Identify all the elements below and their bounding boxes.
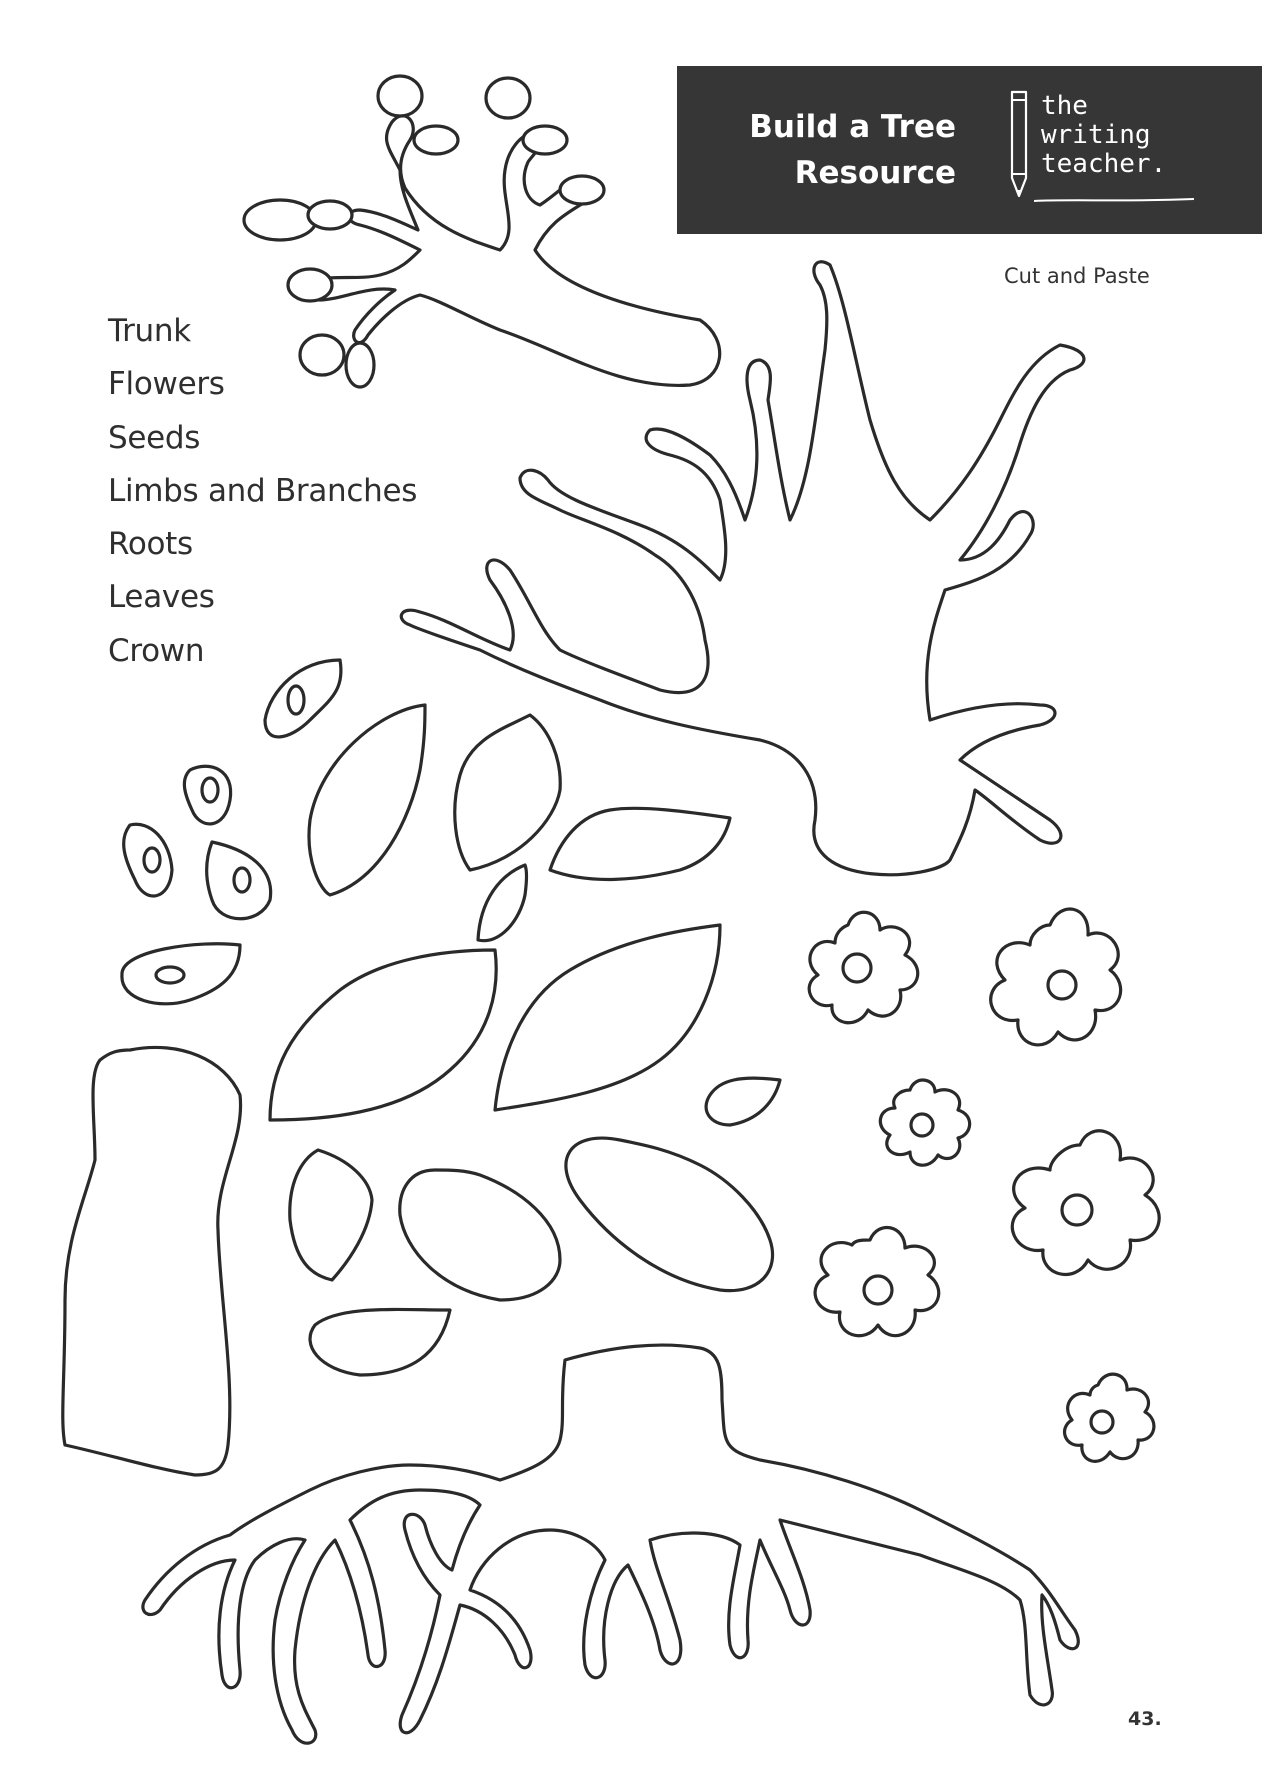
logo-line-3: teacher. bbox=[1041, 149, 1167, 179]
logo-line-2: writing bbox=[1041, 120, 1151, 150]
logo-line-1: the bbox=[1041, 91, 1088, 121]
list-item: Limbs and Branches bbox=[108, 472, 418, 509]
leaves-cutouts bbox=[270, 705, 780, 1375]
roots-cutout bbox=[143, 1345, 1078, 1743]
list-item: Crown bbox=[108, 632, 205, 669]
list-item: Trunk bbox=[108, 313, 191, 349]
list-item: Roots bbox=[108, 526, 193, 563]
page-number: 43. bbox=[1128, 1708, 1162, 1730]
list-item: Seeds bbox=[108, 419, 201, 456]
resource-title bbox=[696, 104, 956, 196]
flowers-cutouts bbox=[809, 909, 1159, 1461]
title-line-2: Resource bbox=[794, 155, 956, 191]
pencil-icon bbox=[1004, 86, 1034, 206]
logo-underline bbox=[1034, 196, 1194, 204]
brand-logo bbox=[1004, 86, 1214, 206]
tree-parts-list bbox=[108, 305, 417, 678]
title-line-1: Build a Tree bbox=[749, 109, 956, 145]
list-item: Flowers bbox=[108, 366, 225, 403]
instruction-subtitle: Cut and Paste bbox=[1004, 264, 1150, 288]
list-item: Leaves bbox=[108, 579, 215, 616]
trunk-cutout bbox=[63, 1047, 241, 1475]
header-banner bbox=[677, 66, 1262, 234]
logo-wordmark bbox=[1041, 92, 1166, 179]
